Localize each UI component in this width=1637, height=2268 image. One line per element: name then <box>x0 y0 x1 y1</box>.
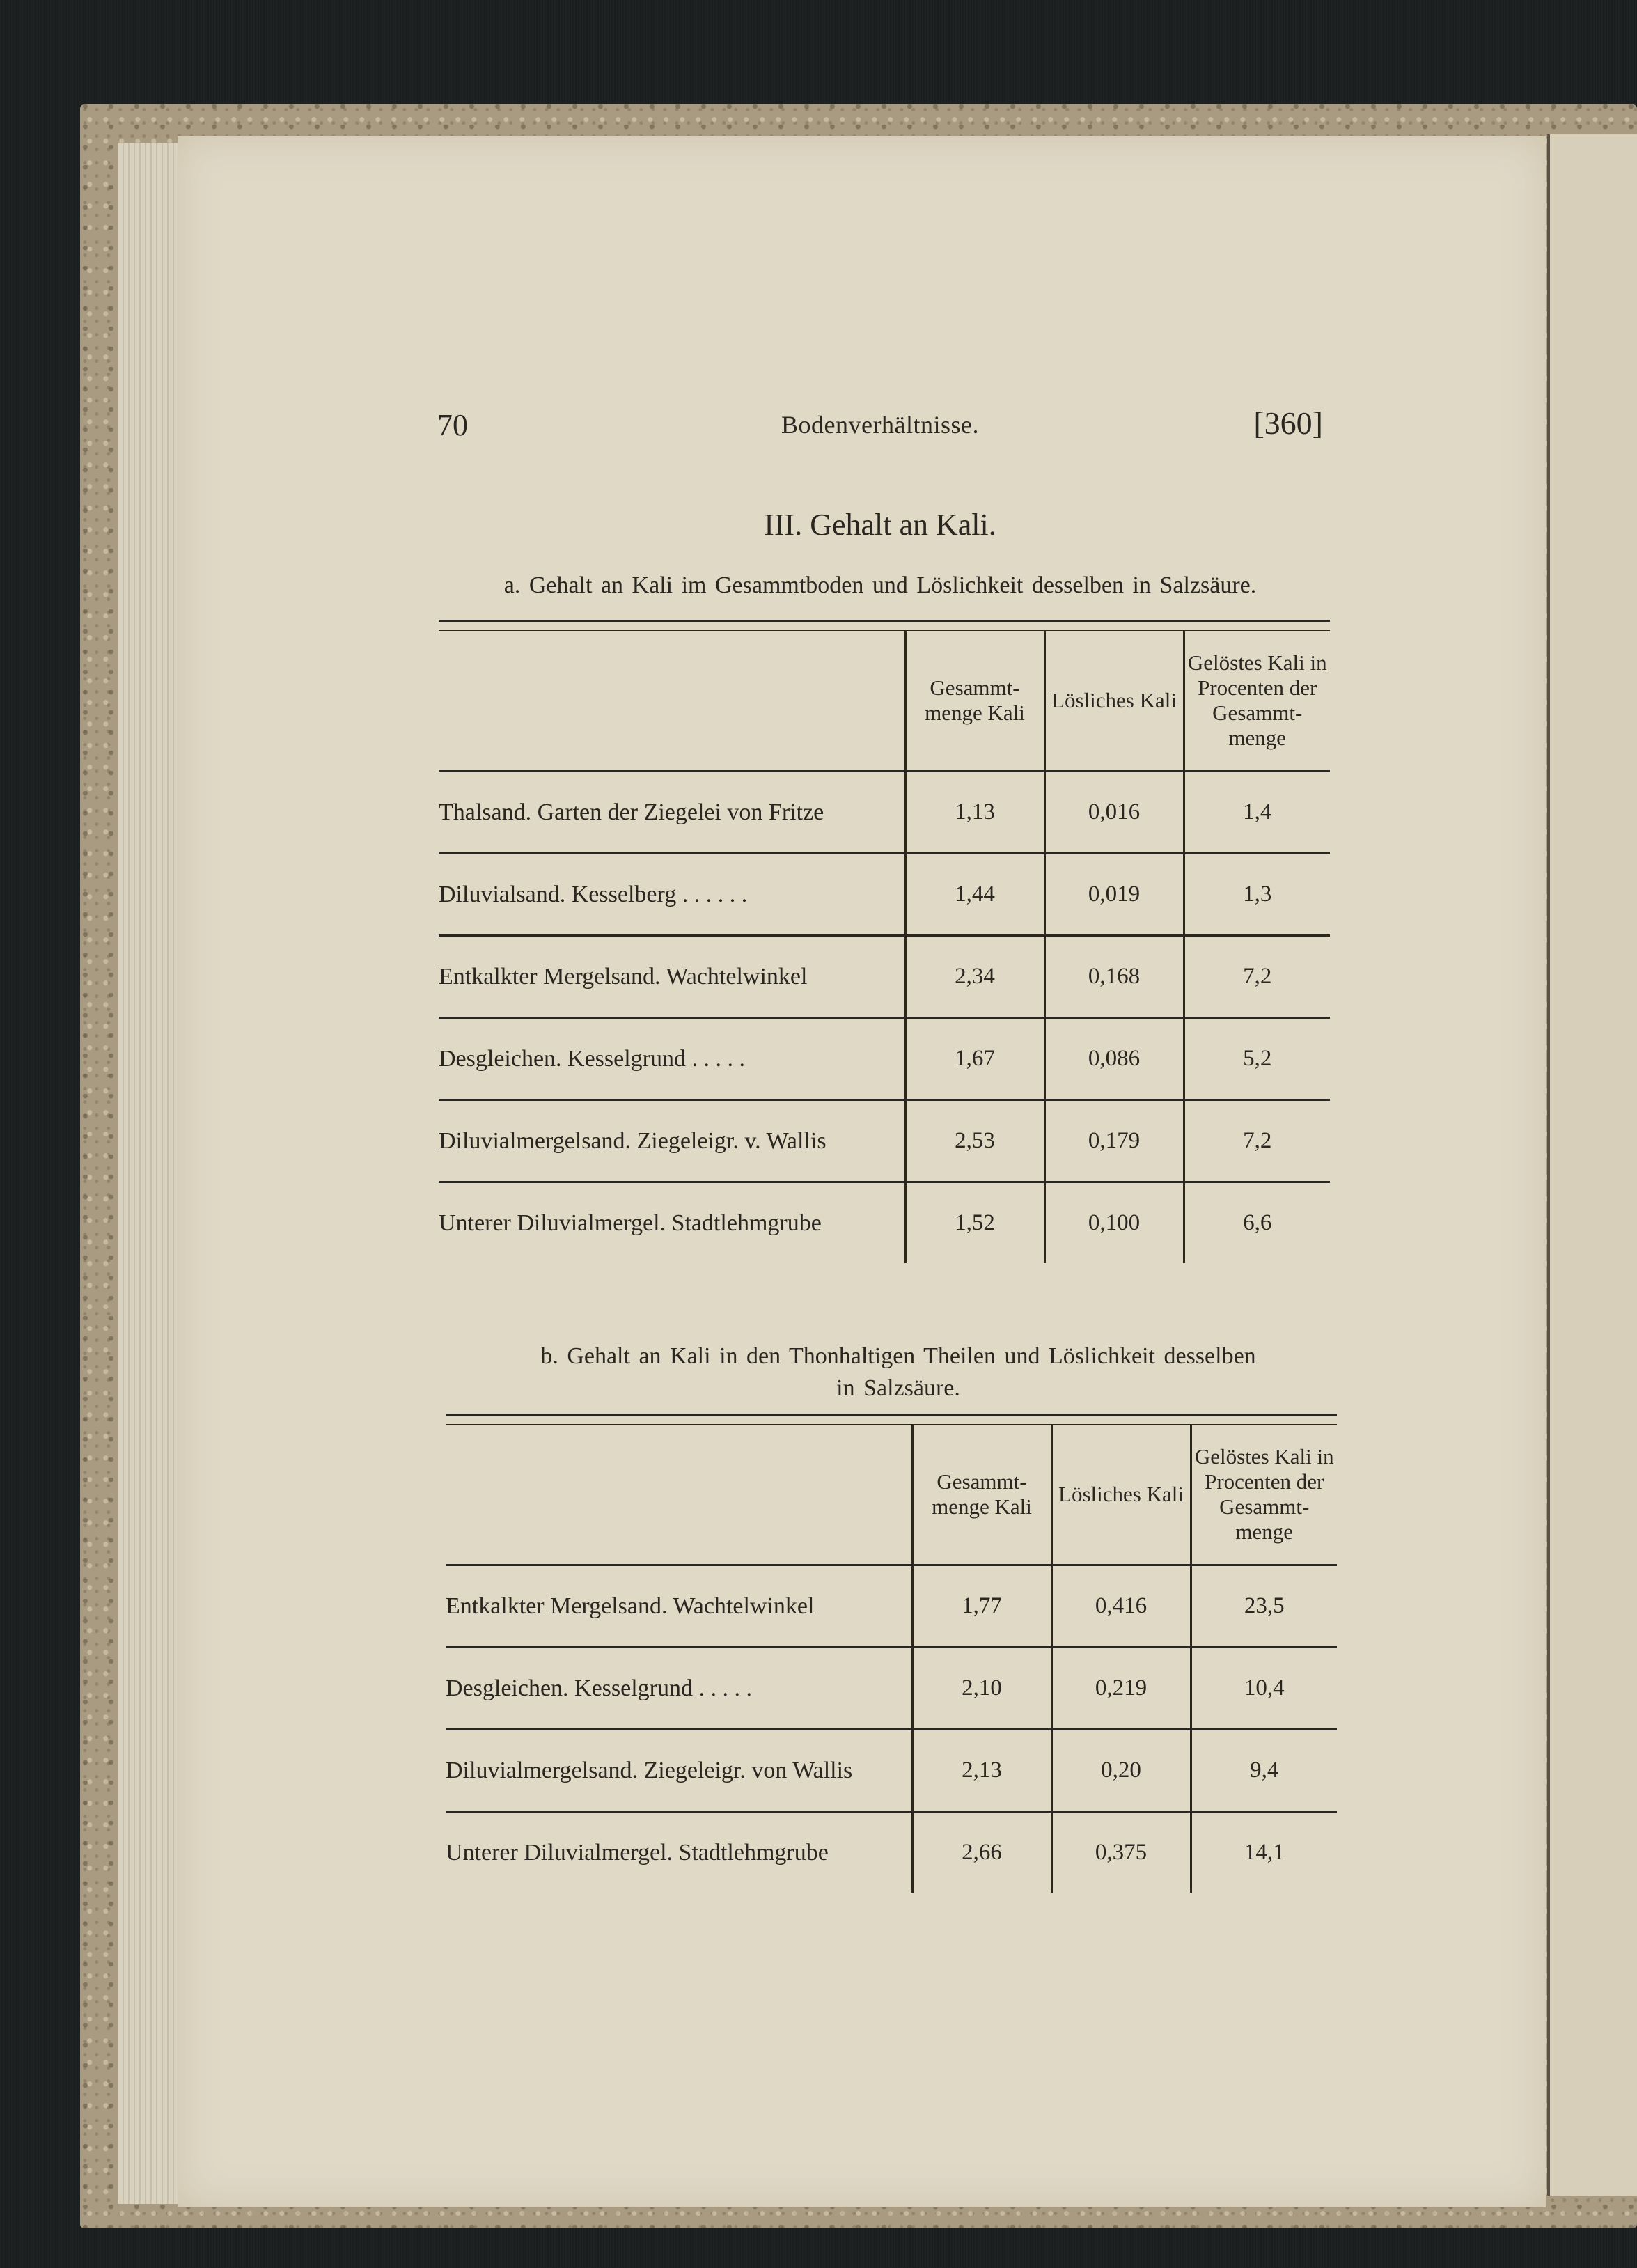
cell-loeslich: 0,179 <box>1044 1100 1184 1182</box>
table-rule <box>439 621 1330 631</box>
cell-gesammt: 2,66 <box>912 1812 1051 1893</box>
row-label: Thalsand. Garten der Ziegelei von Fritze <box>439 772 905 854</box>
cell-gesammt: 1,44 <box>905 854 1044 936</box>
table-row <box>439 772 1330 854</box>
cell-gesammt: 1,13 <box>905 772 1044 854</box>
table-b-caption-line1: b. Gehalt an Kali in den Thonhaltigen Theilen und Löslichkeit desselben <box>540 1343 1256 1369</box>
row-label: Desgleichen. Kesselgrund . . . . . <box>446 1648 912 1730</box>
table-row <box>446 1648 1337 1730</box>
table-a-caption: a. Gehalt an Kali im Gesammtboden und Löslichkeit desselben in Salzsäure. <box>503 572 1257 598</box>
cell-loeslich: 0,019 <box>1044 854 1184 936</box>
table-header-blank <box>446 1425 912 1565</box>
row-label: Entkalkter Mergelsand. Wachtelwinkel <box>446 1565 912 1648</box>
row-label: Unterer Diluvialmergel. Stadtlehmgrube <box>439 1210 822 1236</box>
facing-page <box>1547 134 1637 2196</box>
cell-procent: 23,5 <box>1191 1565 1337 1648</box>
table-b-caption-line2: in Salzsäure. <box>836 1375 960 1401</box>
row-label: Unterer Diluvialmergel. Stadtlehmgrube <box>446 1839 829 1866</box>
page-number: 70 <box>437 408 468 442</box>
table-row <box>439 936 1330 1018</box>
cell-procent: 9,4 <box>1191 1730 1337 1812</box>
row-label: Diluvialmergelsand. Ziegeleigr. v. Wallis <box>439 1100 905 1182</box>
cell-loeslich: 0,416 <box>1051 1565 1191 1648</box>
table-row <box>446 1565 1337 1648</box>
cell-procent: 5,2 <box>1184 1018 1330 1100</box>
cell-gesammt: 2,34 <box>905 936 1044 1018</box>
bracket-page-number: [360] <box>1253 405 1323 441</box>
table-row <box>439 1100 1330 1182</box>
cell-gesammt: 2,10 <box>912 1648 1051 1730</box>
cell-loeslich: 0,086 <box>1044 1018 1184 1100</box>
cell-loeslich: 0,375 <box>1051 1812 1191 1893</box>
cell-loeslich: 0,100 <box>1044 1182 1184 1264</box>
table-row <box>439 1182 1330 1264</box>
table-header-row <box>439 631 1330 772</box>
cell-gesammt: 1,52 <box>905 1182 1044 1264</box>
header-loesliches: Lösliches Kali <box>1044 631 1184 772</box>
table-row <box>439 1018 1330 1100</box>
cell-procent: 7,2 <box>1184 936 1330 1018</box>
header-procent: Gelöstes Kali in Procenten der Gesammt- menge <box>1184 631 1330 772</box>
cell-procent: 6,6 <box>1184 1182 1330 1264</box>
cell-gesammt: 1,67 <box>905 1018 1044 1100</box>
cell-loeslich: 0,168 <box>1044 936 1184 1018</box>
cell-loeslich: 0,016 <box>1044 772 1184 854</box>
row-label: Entkalkter Mergelsand. Wachtelwinkel <box>439 936 905 1018</box>
cell-loeslich: 0,219 <box>1051 1648 1191 1730</box>
row-label: Desgleichen. Kesselgrund . . . . . <box>439 1018 905 1100</box>
running-head <box>437 407 1323 449</box>
cell-gesammt: 1,77 <box>912 1565 1051 1648</box>
table-b <box>446 1414 1337 1893</box>
cell-procent: 7,2 <box>1184 1100 1330 1182</box>
table-row <box>446 1730 1337 1812</box>
table-row <box>446 1812 1337 1893</box>
cell-loeslich: 0,20 <box>1051 1730 1191 1812</box>
cell-procent: 14,1 <box>1191 1812 1337 1893</box>
table-header-blank <box>439 631 905 772</box>
running-title: Bodenverhältnisse. <box>781 411 979 439</box>
header-gesammtmenge: Gesammt- menge Kali <box>912 1425 1051 1565</box>
row-label: Diluvialmergelsand. Ziegeleigr. von Wallis <box>446 1730 912 1812</box>
cell-procent: 1,4 <box>1184 772 1330 854</box>
cell-procent: 10,4 <box>1191 1648 1337 1730</box>
table-a <box>439 620 1330 1263</box>
row-label: Diluvialsand. Kesselberg . . . . . . <box>439 854 905 936</box>
table-header-row <box>446 1425 1337 1565</box>
section-title: III. Gehalt an Kali. <box>764 508 996 542</box>
header-procent: Gelöstes Kali in Procenten der Gesammt- menge <box>1191 1425 1337 1565</box>
table-row <box>439 854 1330 936</box>
cell-procent: 1,3 <box>1184 854 1330 936</box>
header-loesliches: Lösliches Kali <box>1051 1425 1191 1565</box>
cell-gesammt: 2,13 <box>912 1730 1051 1812</box>
cell-gesammt: 2,53 <box>905 1100 1044 1182</box>
table-rule <box>446 1415 1337 1425</box>
table-b-caption <box>473 1340 1323 1405</box>
header-gesammtmenge: Gesammt- menge Kali <box>905 631 1044 772</box>
